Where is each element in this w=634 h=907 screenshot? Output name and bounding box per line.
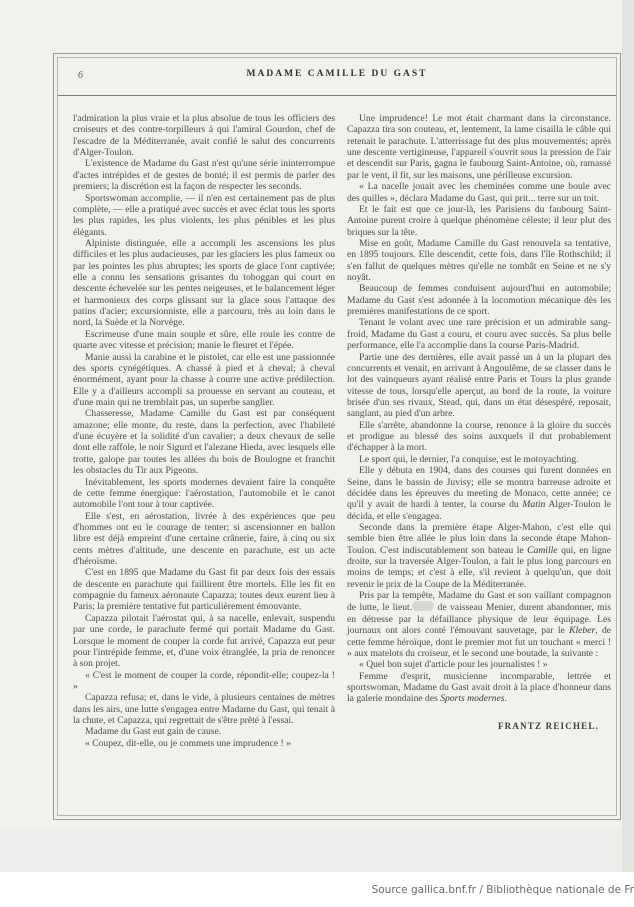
scan-smudge xyxy=(412,601,434,611)
author-signature: FRANTZ REICHEL. xyxy=(497,720,599,731)
quote-paragraph: « Quel bon sujet d'article pour les journalistes ! » xyxy=(359,659,548,671)
right-column xyxy=(347,113,611,732)
newspaper-name: Matin xyxy=(522,499,546,511)
publication-name: Sports modernes xyxy=(440,693,505,705)
paragraph: Beaucoup de femmes conduisent aujourd'hui en automobile; Madame du Gast s'est adonnée à la locomotion mécanique dès les premières manifestations de ce sport. xyxy=(347,283,611,318)
paragraph: Tenant le volant avec une rare précision et un admirable sang-froid, Madame du Gast a couru, et couru avec succès. Sa plus belle performance, elle l'a accomplie dans la course Paris-Madrid. xyxy=(347,317,611,352)
source-attribution: Source gallica.bnf.fr / Bibliothèque nationale de Fr xyxy=(371,884,634,896)
text: . xyxy=(504,693,507,705)
paragraph: Madame du Gast eut gain de cause. xyxy=(85,726,222,738)
paragraph xyxy=(347,522,611,590)
paragraph xyxy=(347,465,611,522)
paragraph: Une imprudence! Le mot était charmant dans la circonstance. Capazza tira son couteau, et, lentement, la lame cisailla le câble qui retenait le parachute. L'atterrissage fut des plus mouvementés; après une descente vertigineuse, l'appareil s'ouvrit sous la pression de l'air et descendit sur Paris, gagna le faubourg Saint-Antoine, où, ramassé par le vent, il fit, sur les maisons, une périlleuse excursion. xyxy=(347,113,611,181)
text: Femme d'esprit, musicienne incomparable, lettrée et sportswoman, Madame du Gast avait droit à la place d'honneur dans la galerie mondaine des xyxy=(347,670,611,705)
quote-paragraph: « La nacelle jouait avec les cheminées comme une boule avec des quilles », déclara Madame du Gast, qui prit... terre sur un toit. xyxy=(347,181,611,204)
text: Pris par la tempête, Madame du Gast et son vaillant compagnon de lutte, le lieut. xyxy=(347,590,611,614)
quote-paragraph: « Coupez, dit-elle, ou je commets une imprudence ! » xyxy=(85,737,291,749)
left-column xyxy=(73,113,335,749)
text: qui, en ligne droite, sur la traversée Alger-Toulon, a fait le plus long parcours en moins de temps; et c'est à elle, s'il revient à quelqu'un, que doit revenir le prix de la Coupe de la Méditerranée. xyxy=(347,544,611,590)
text: Seconde dans la première étape Alger-Mahon, c'est elle qui semble bien être allée le plus loin dans la seconde étape Mahon-Toulon. C'est indiscutablement son bateau le xyxy=(347,521,611,556)
paragraph: Alpiniste distinguée, elle a accompli les ascensions les plus difficiles et les plus audacieuses, par les glaciers les plus fameux ou par les pointes les plus abruptes; les sports de glace l'ont captivée; elle a connu les sensations grisantes du toboggan qui court en descente échevelée sur les pentes neigeuses, et le balancement léger et harmonieux des corps glissant sur la glace sous l'attaque des patins d'acier; excursionniste, elle a parcouru, très au loin dans le nord, la Suède et la Norvège. xyxy=(73,237,335,329)
text: de vaisseau Menier, durent abandonner, mis en détresse par la défaillance physique de leur équipage. Les journaux ont alors conté l'émouvant sauvetage, par le xyxy=(347,602,612,637)
header-divider xyxy=(58,95,616,96)
paragraph: Inévitablement, les sports modernes devaient faire la conquête de cette femme énergique: l'aérostation, l'automobile et le canot automobile l'ont tour à tour captivée. xyxy=(73,476,335,511)
page-bottom-margin xyxy=(0,830,634,872)
paragraph: Le sport qui, le dernier, l'a conquise, est le motoyachting. xyxy=(359,453,579,465)
paragraph xyxy=(347,671,611,705)
paragraph: Partie une des dernières, elle avait passé un à un la plupart des concurrents et venait, en arrivant à Angoulême, de se classer dans le lot des vainqueurs ayant réalisé entre Paris et Tours la plus grande vitesse de tous, lorsqu'elle aperçut, au bord de la route, la voiture brisée d'un ses rivaux, Stead, qui, dans un état désespéré, reposait, sanglant, au pied d'un arbre. xyxy=(347,351,611,420)
text: Elle y débuta en 1904, dans des courses qui furent données en Seine, dans le bassin de Juvisy; elle se montra barreuse adroite et décidée dans les épreuves du meeting de Monaco, cette année; ce qu'il y avait de hardi à tenter, la course du xyxy=(347,465,611,511)
paragraph: Capazza pilotait l'aérostat qui, à sa nacelle, enlevait, suspendu par une corde, le parachute fermé qui portait Madame du Gast. Lorsque le moment de couper la corde fut arrivé, Capazza eut peur pour l'intrépide femme, et, d'une voix étranglée, la pria de renoncer à son projet. xyxy=(73,612,335,670)
paragraph: Elle s'arrête, abandonne la course, renonce à la gloire du succès et prodigue au blessé des soins auxquels il dut probablement d'échapper à la mort. xyxy=(347,419,611,454)
text: Alger-Toulon le décida, et elle s'engagea. xyxy=(347,499,611,522)
quote-paragraph: « C'est le moment de couper la corde, répondit-elle; coupez-la ! » xyxy=(73,669,335,692)
paragraph: Manie aussi la carabine et le pistolet, car elle est une passionnée des sports cynégétiques. A chassé à pied et à cheval; à cheval énormément, ayant pour la chasse à courre une active prédilection. Elle y a d'ailleurs accompli sa prouesse en servant au couteau, et d'une main qui ne tremblait pas, un superbe sanglier. xyxy=(73,351,335,408)
page-number: 6 xyxy=(78,70,83,81)
paragraph: Chasseresse, Madame Camille du Gast est par conséquent amazone; elle monte, du reste, dans la perfection, avec l'habileté d'une écuyère et la solidité d'un cavalier; a deux chevaux de selle dont elle raffole, le noir Sigurd et l'alezane Hieda, avec lesquels elle trotte, galope par toutes les allées du bois de Boulogne et franchit les obstacles du Tir aux Pigeons. xyxy=(73,408,335,477)
running-title: MADAME CAMILLE DU GAST xyxy=(246,69,428,79)
paragraph: L'existence de Madame du Gast n'est qu'une série ininterrompue d'actes intrépides et de gestes de bonté; il est permis de parler des premiers; la discrétion est la façon de respecter les seconds. xyxy=(73,158,335,193)
page-edge xyxy=(622,0,634,872)
paragraph: Mise en goût, Madame Camille du Gast renouvela sa tentative, en 1895 toujours. Elle descendit, cette fois, dans l'île Rothschild; il s'en fallut de quelques mètres qu'elle ne tombât en Seine et ne s'y noyât. xyxy=(347,237,611,284)
paragraph: Sportswoman accomplie, — il n'en est certainement pas de plus complète, — elle a pratiqué avec succès et avec éclat tous les sports les plus rapides, les plus violents, les plus pénibles et les plus élégants. xyxy=(73,192,335,238)
boat-name: Camille xyxy=(527,544,558,556)
text: , de cette femme héroïque, dont le premier mot fut un touchant « merci ! » aux matelots du croiseur, et le second une boutade, la suivante : xyxy=(347,625,612,659)
paragraph: Et le fait est que ce jour-là, les Parisiens du faubourg Saint-Antoine purent croire à quelque phénomène céleste; il leur plut des briques sur la tête. xyxy=(347,203,611,238)
paragraph xyxy=(347,590,611,659)
page-header xyxy=(58,58,616,94)
paragraph: Capazza refusa; et, dans le vide, à plusieurs centaines de mètres dans les airs, une lutte s'engagea entre Madame du Gast, qui tenait à la chute, et Capazza, qui regrettait de s'être prêté à l'essai. xyxy=(73,692,335,727)
paragraph: C'est en 1895 que Madame du Gast fit par deux fois des essais de descente en parachute qui faillirent être mortels. Elle les fit en compagnie du fameux aéronaute Capazza; toutes deux eurent lieu à Paris; la première tentative fut particulièrement émouvante. xyxy=(73,567,335,613)
paragraph: Elle s'est, en aérostation, livrée à des expériences que peu d'hommes ont eu le courage de tenter; si ascensionner en ballon libre est déjà empreint d'une certaine crânerie, faire, à cinq ou six cents mètres d'altitude, une descente en parachute, est un acte d'héroïsme. xyxy=(73,510,335,568)
ship-name: Kleber xyxy=(569,625,596,637)
paragraph: l'admiration la plus vraie et la plus absolue de tous les officiers des croiseurs et des contre-torpilleurs à qui l'amiral Gourdon, chef de l'escadre de la Méditerranée, avait confié le salut des concurrents d'Alger-Toulon. xyxy=(73,113,335,159)
paragraph: Escrimeuse d'une main souple et sûre, elle roule les contre de quarte avec vitesse et précision; manie le fleuret et l'épée. xyxy=(73,328,335,352)
